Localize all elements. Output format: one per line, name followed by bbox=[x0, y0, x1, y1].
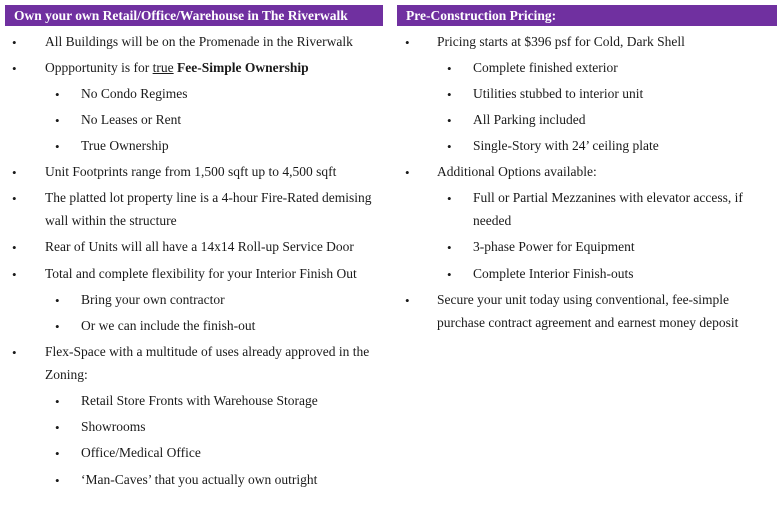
list-item-retail: Retail Store Fronts with Warehouse Storage bbox=[81, 393, 318, 408]
list-item-flexibility: Total and complete flexibility for your Interior Finish Out bbox=[45, 266, 357, 281]
list-item-pricing: Pricing starts at $396 psf for Cold, Dark Shell bbox=[437, 34, 685, 49]
bullet: • bbox=[12, 165, 17, 180]
list-item-parking: All Parking included bbox=[473, 112, 586, 127]
left-column bbox=[5, 5, 383, 26]
list-item-single-story: Single-Story with 24’ ceiling plate bbox=[473, 138, 659, 153]
list-item-office: Office/Medical Office bbox=[81, 445, 201, 460]
bullet: • bbox=[55, 319, 60, 334]
opportunity-bold: Fee-Simple Ownership bbox=[177, 60, 309, 75]
bullet: • bbox=[12, 240, 17, 255]
bullet: • bbox=[405, 165, 410, 180]
opportunity-text: Oppportunity is for bbox=[45, 60, 153, 75]
bullet: • bbox=[447, 113, 452, 128]
list-item-buildings: All Buildings will be on the Promenade in the Riverwalk bbox=[45, 34, 353, 49]
list-item-true-ownership: True Ownership bbox=[81, 138, 169, 153]
bullet: • bbox=[55, 473, 60, 488]
list-item-secure-line1: Secure your unit today using conventional, fee-simple bbox=[437, 292, 730, 307]
bullet: • bbox=[55, 293, 60, 308]
list-item-interior: Complete Interior Finish-outs bbox=[473, 266, 634, 281]
bullet: • bbox=[12, 267, 17, 282]
list-item-options: Additional Options available: bbox=[437, 164, 597, 179]
list-item-opportunity bbox=[45, 56, 309, 79]
list-item-mezzanines-line1: Full or Partial Mezzanines with elevator access, if bbox=[473, 190, 743, 205]
bullet: • bbox=[55, 420, 60, 435]
list-item-power: 3-phase Power for Equipment bbox=[473, 239, 635, 254]
list-item-utilities: Utilities stubbed to interior unit bbox=[473, 86, 644, 101]
bullet: • bbox=[405, 293, 410, 308]
list-item-flexspace-line1: Flex-Space with a multitude of uses already approved in the bbox=[45, 344, 370, 359]
list-item-footprints: Unit Footprints range from 1,500 sqft up to 4,500 sqft bbox=[45, 164, 337, 179]
bullet: • bbox=[12, 61, 17, 76]
bullet: • bbox=[447, 139, 452, 154]
list-item-platted-line1: The platted lot property line is a 4-hour Fire-Rated demising bbox=[45, 190, 372, 205]
opportunity-underline: true bbox=[152, 60, 174, 75]
bullet: • bbox=[447, 267, 452, 282]
bullet: • bbox=[447, 61, 452, 76]
list-item-flexspace-line2: Zoning: bbox=[45, 367, 88, 382]
right-header: Pre-Construction Pricing: bbox=[397, 5, 777, 26]
list-item-showrooms: Showrooms bbox=[81, 419, 146, 434]
list-item-platted-line2: wall within the structure bbox=[45, 213, 177, 228]
bullet: • bbox=[55, 87, 60, 102]
list-item-include-finish: Or we can include the finish-out bbox=[81, 318, 256, 333]
list-item-rear: Rear of Units will all have a 14x14 Roll-up Service Door bbox=[45, 239, 354, 254]
list-item-mezzanines-line2: needed bbox=[473, 213, 512, 228]
list-item-no-condo: No Condo Regimes bbox=[81, 86, 188, 101]
bullet: • bbox=[12, 345, 17, 360]
list-item-own-contractor: Bring your own contractor bbox=[81, 292, 225, 307]
bullet: • bbox=[55, 113, 60, 128]
list-item-exterior: Complete finished exterior bbox=[473, 60, 618, 75]
list-item-no-leases: No Leases or Rent bbox=[81, 112, 182, 127]
left-header: Own your own Retail/Office/Warehouse in The Riverwalk bbox=[5, 5, 383, 26]
list-item-mancaves: ‘Man-Caves’ that you actually own outright bbox=[81, 472, 318, 487]
bullet: • bbox=[12, 35, 17, 50]
bullet: • bbox=[55, 394, 60, 409]
bullet: • bbox=[447, 87, 452, 102]
bullet: • bbox=[405, 35, 410, 50]
list-item-secure-line2: purchase contract agreement and earnest money deposit bbox=[437, 315, 739, 330]
right-column bbox=[397, 5, 777, 26]
bullet: • bbox=[55, 139, 60, 154]
bullet: • bbox=[447, 240, 452, 255]
bullet: • bbox=[447, 191, 452, 206]
bullet: • bbox=[12, 191, 17, 206]
bullet: • bbox=[55, 446, 60, 461]
